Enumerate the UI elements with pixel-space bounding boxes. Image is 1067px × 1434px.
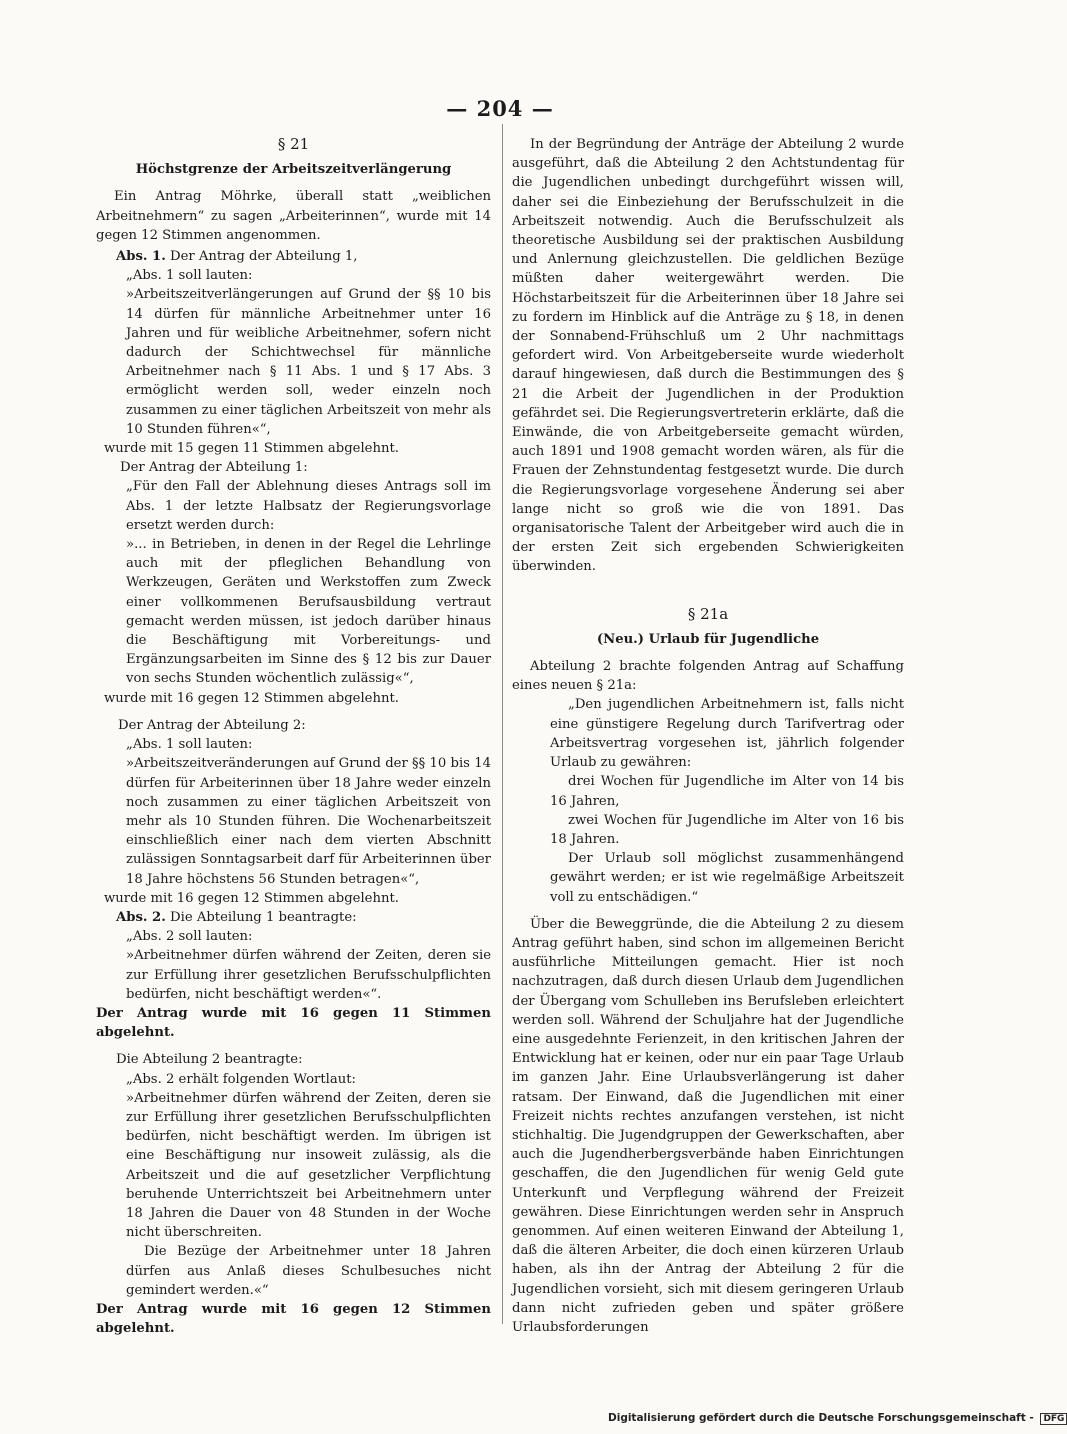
abs2-line2: „Abs. 2 soll lauten: — [126, 929, 253, 945]
abs2-label: Abs. 2. — [116, 909, 166, 925]
abs1-quote: »Arbeitszeitverlängerungen auf Grund der §§ 10 bis 14 dürfen für männliche Arbeitnehmer unter 16 Jahren und für weibliche Arbeitnehmer, sofern nicht dadurch der Schichtwechsel für männliche Arbeitnehmer nach § 11 Abs. 1 und § 17 Abs. 3 ermöglicht werden soll, weder einzeln noch zusammen zu einer täglichen Arbeitszeit von mehr als 10 Stunden führen«“, — [126, 287, 491, 437]
paragraph: Abteilung 2 brachte folgenden Antrag auf Schaffung eines neuen § 21a: — [512, 659, 904, 694]
quote: Der Urlaub soll möglichst zusammenhängend gewährt werden; er ist wie regelmäßige Arbeitszeit voll zu entschädigen.“ — [550, 851, 904, 905]
abs2-quote: »Arbeitnehmer dürfen während der Zeiten, deren sie zur Erfüllung ihrer gesetzlichen Berufsschulpflichten bedürfen, nicht beschäftigt werden«“. — [126, 948, 491, 1002]
paragraph: Über die Beweggründe, die die Abteilung 2 zu diesem Antrag geführt haben, sind schon im allgemeinen Bericht ausführliche Mitteilungen gemacht. Hier ist noch nachzutragen, daß durch diesen Urlaub dem Jugendlichen der Übergang vom Schulleben ins Berufsleben erleichtert werden soll. Während der Schuljahre hat der Jugendliche eine ausgedehnte Ferienzeit, in den kritischen Jahren der Entwicklung hat er keinen, oder nur ein paar Tage Urlaub im ganzen Jahr. Eine Urlaubsverlängerung ist daher ratsam. Der Einwand, daß die Jugendlichen mit einer Freizeit nichts rechtes anzufangen verstehen, ist nicht stichhaltig. Die Jugendgruppen der Gewerkschaften, aber auch die Jugendherbergsverbände haben Einrichtungen geschaffen, die den Jugendlichen für wenig Geld gute Unterkunft und Verpflegung während der Freizeit gewähren. Diese Einrichtungen werden sehr in Anspruch genommen. Auf einen weiteren Einwand der Abteilung 1, daß die älteren Arbeiter, die doch einen kürzeren Urlaub haben, als ihn der Antrag der Abteilung 2 für die Jugendlichen vorsieht, sich mit diesem geringeren Urlaub dann nicht zufrieden geben und später größere Urlaubsforderungen — [512, 916, 904, 1335]
antrag2-intro: Der Antrag der Abteilung 2: — [118, 717, 306, 733]
column-divider — [502, 124, 503, 1324]
antrag2-result: wurde mit 16 gegen 12 Stimmen abgelehnt. — [104, 890, 399, 906]
footer-text: Digitalisierung gefördert durch die Deutsche Forschungsgemeinschaft - — [608, 1412, 1034, 1424]
abt2-intro: Die Abteilung 2 beantragte: — [116, 1052, 303, 1068]
section-number: § 21 — [277, 135, 310, 153]
abs1-line — [96, 247, 491, 266]
quote: „Den jugendlichen Arbeitnehmern ist, falls nicht eine günstigere Regelung durch Tarifvertrag oder Arbeitsvertrag vorgesehen ist, jährlich folgender Urlaub zu gewähren: — [550, 697, 904, 771]
section-heading: Höchstgrenze der Arbeitszeitverlängerung — [135, 162, 452, 178]
section-number: § 21a — [687, 604, 729, 623]
dfg-logo: DFG — [1040, 1413, 1067, 1425]
quote: zwei Wochen für Jugendliche im Alter von 16 bis 18 Jahren. — [550, 812, 904, 847]
abs1-text: Der Antrag der Abteilung 1, — [170, 249, 358, 265]
abt2-quote1: »Arbeitnehmer dürfen während der Zeiten, deren sie zur Erfüllung ihrer gesetzlichen Berufsschulpflichten bedürfen, nicht beschäftigt werden. Im übrigen ist eine Beschäftigung nur insoweit zulässig, als die Arbeitszeit und die auf gesetzlicher Verpflichtung beruhende Unterrichtszeit bei Arbeitnehmern unter 18 Jahren die Dauer von 48 Stunden in der Woche nicht überschreiten. — [126, 1090, 491, 1241]
abs2-result: Der Antrag wurde mit 16 gegen 11 Stimmen abgelehnt. — [96, 1005, 491, 1041]
paragraph: In der Begründung der Anträge der Abteilung 2 wurde ausgeführt, daß die Abteilung 2 den Achtstundentag für die Jugendlichen unbedingt durchgeführt wissen will, daher sei die Einbeziehung der Berufsschulzeit in die Arbeitszeit notwendig. Auch die Berufsschulzeit als theoretische Ausbildung sei der praktischen Ausbildung und Anlernung gleichzustellen. Die geldlichen Bezüge müßten daher weitergewährt werden. Die Höchstarbeitszeit für die Arbeiterinnen über 18 Jahre sei zu fordern im Hinblick auf die Anträge zu § 18, in denen der Sonnabend-Frühschluß um 2 Uhr nachmittags gefordert wird. Von Arbeitgeberseite wurde wiederholt darauf hingewiesen, daß durch die Bestimmungen des § 21 die Arbeit der Jugendlichen in der Produktion gefährdet sei. Die Regierungsvertreterin erklärte, daß die Einwände, die von Arbeitgeberseite gemacht würden, auch 1891 und 1908 gemacht worden wären, als für die Frauen der Zehnstundentag festgesetzt wurde. Die durch die Regierungsvorlage vorgesehene Änderung sei aber lange nicht so groß wie die von 1891. Das organisatorische Talent der Arbeitgeber wird auch die in der ersten Zeit sich ergebenden Schwierigkeiten überwinden. — [512, 137, 904, 575]
antrag2-line: „Abs. 1 soll lauten: — [126, 737, 253, 753]
page-number: — 204 — — [446, 96, 554, 121]
antrag2-quote: »Arbeitszeitveränderungen auf Grund der §§ 10 bis 14 dürfen für Arbeiterinnen über 18 Jahre weder einzeln noch zusammen zu einer täglichen Arbeitszeit von mehr als 10 Stunden führen. Die Wochenarbeitszeit einschließlich einer nach dem vierten Abschnitt zulässigen Sonntagsarbeit darf für Arbeiterinnen über 18 Jahre höchstens 56 Stunden betragen«“, — [126, 756, 491, 887]
abs1-result: wurde mit 15 gegen 11 Stimmen abgelehnt. — [104, 441, 399, 457]
section-heading: (Neu.) Urlaub für Jugendliche — [596, 631, 820, 647]
abs1-line2: „Abs. 1 soll lauten: — [126, 268, 253, 284]
paragraph: Ein Antrag Möhrke, überall statt „weiblichen Arbeitnehmern“ zu sagen „Arbeiterinnen“, wurde mit 14 gegen 12 Stimmen angenommen. — [96, 189, 491, 243]
antrag1-text: „Für den Fall der Ablehnung dieses Antrags soll im Abs. 1 der letzte Halbsatz der Regierungsvorlage ersetzt werden durch: — [126, 479, 491, 533]
right-column — [512, 135, 904, 1337]
abs2-text: Die Abteilung 1 beantragte: — [170, 909, 357, 925]
quote: drei Wochen für Jugendliche im Alter von 14 bis 16 Jahren, — [550, 774, 904, 809]
footer — [608, 1412, 1067, 1425]
antrag1-quote: »... in Betrieben, in denen in der Regel die Lehrlinge auch mit der pfleglichen Behandlung von Werkzeugen, Geräten und Werkstoffen zum Zweck einer vollkommenen Berufsausbildung vertraut gemacht werden müssen, ist jedoch darüber hinaus die Beschäftigung mit Vorbereitungs- und Ergänzungsarbeiten im Sinne des § 12 bis zur Dauer von sechs Stunden wöchentlich zulässig«“, — [126, 537, 491, 687]
abt2-result: Der Antrag wurde mit 16 gegen 12 Stimmen abgelehnt. — [96, 1301, 491, 1337]
antrag1-result: wurde mit 16 gegen 12 Stimmen abgelehnt. — [104, 690, 399, 706]
antrag1-intro: Der Antrag der Abteilung 1: — [120, 460, 308, 476]
abt2-line: „Abs. 2 erhält folgenden Wortlaut: — [126, 1071, 356, 1087]
abs2-line — [96, 908, 491, 927]
abs1-label: Abs. 1. — [116, 249, 166, 265]
left-column — [96, 135, 491, 1338]
abt2-quote2: Die Bezüge der Arbeitnehmer unter 18 Jahren dürfen aus Anlaß dieses Schulbesuches nicht gemindert werden.«“ — [126, 1244, 491, 1298]
